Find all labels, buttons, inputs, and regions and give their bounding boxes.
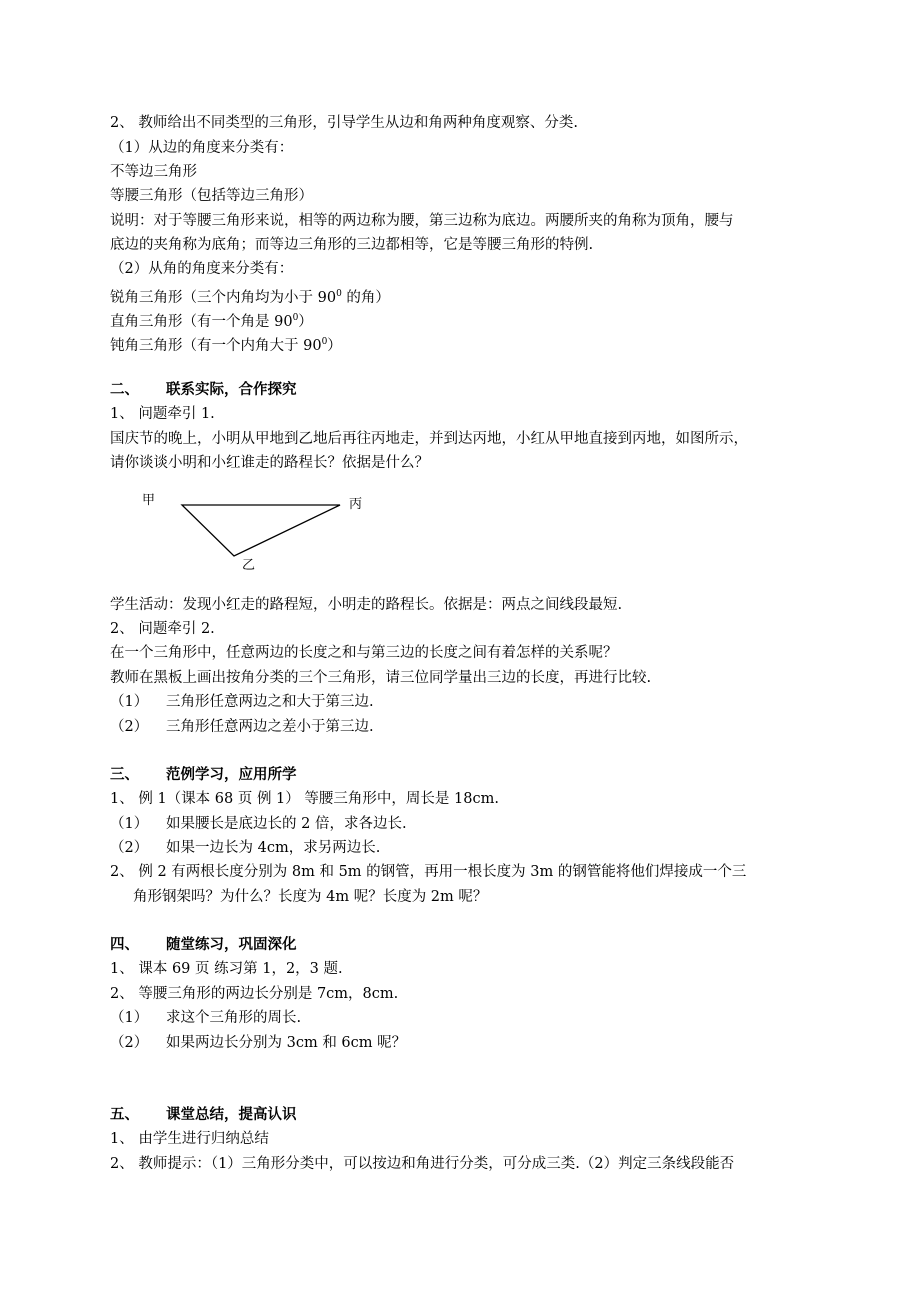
example-1-line: 1、 例 1（课本 68 页 例 1） 等腰三角形中，周长是 18cm. [110, 791, 499, 807]
example-1-part-a [110, 815, 407, 833]
conclusion-1-number: （1） [110, 694, 149, 710]
question-1-line-2: 请你谈谈小明和小红谁走的路程长？依据是什么？ [110, 455, 429, 471]
section-5-number: 五、 [110, 1107, 139, 1123]
section-3-number: 三、 [110, 767, 139, 783]
section-4-number: 四、 [110, 937, 139, 953]
teacher-classify-line: 2、 教师给出不同类型的三角形，引导学生从边和角两种角度观察、分类. [110, 115, 578, 131]
triangle-shape [182, 505, 340, 556]
obtuse-text: 钝角三角形（有一个内角大于 90 [110, 338, 322, 354]
isosceles-line: 等腰三角形（包括等边三角形） [110, 188, 313, 204]
conclusion-1-text: 三角形任意两边之和大于第三边. [166, 694, 374, 710]
by-side-heading: （1）从边的角度来分类有： [110, 140, 294, 156]
summary-1-line: 1、 由学生进行归纳总结 [110, 1131, 269, 1147]
practice-2-line: 2、 等腰三角形的两边长分别是 7cm，8cm. [110, 986, 399, 1002]
point-b-label: 乙 [242, 558, 256, 573]
point-a-label: 甲 [142, 493, 156, 508]
section-2-heading [110, 381, 297, 399]
example-2-line-2: 角形钢架吗？为什么？长度为 4m 呢？长度为 2m 呢？ [133, 889, 488, 905]
conclusion-1 [110, 693, 374, 711]
note-line-2: 底边的夹角称为底角；而等边三角形的三边都相等，它是等腰三角形的特例. [110, 237, 594, 253]
practice-2-part-b-number: （2） [110, 1035, 149, 1051]
example-1-part-b-text: 如果一边长为 4cm，求另两边长. [166, 840, 381, 856]
practice-2-part-b-text: 如果两边长分别为 3cm 和 6cm 呢？ [166, 1035, 407, 1051]
triangle-figure [130, 486, 390, 578]
practice-2-part-a [110, 1009, 301, 1027]
question-1-line-1: 国庆节的晚上，小明从甲地到乙地后再往丙地走，并到达丙地，小红从甲地直接到丙地，如图所示， [110, 431, 748, 447]
section-4-heading [110, 936, 297, 954]
example-1-part-b [110, 839, 380, 857]
practice-1-line: 1、 课本 69 页 练习第 1，2，3 题. [110, 961, 343, 977]
note-line-1: 说明：对于等腰三角形来说，相等的两边称为腰，第三边称为底边。两腰所夹的角称为顶角，腰与 [110, 213, 734, 229]
section-3-heading [110, 766, 297, 784]
acute-text: 锐角三角形（三个内角均为小于 90 [110, 290, 337, 306]
practice-2-part-b [110, 1034, 406, 1052]
acute-line [110, 285, 390, 307]
student-activity-line: 学生活动：发现小红走的路程短，小明走的路程长。依据是：两点之间线段最短. [110, 597, 623, 613]
example-1-part-a-text: 如果腰长是底边长的 2 倍，求各边长. [166, 816, 407, 832]
section-5-heading [110, 1106, 297, 1124]
question-2-heading: 2、 问题牵引 2. [110, 621, 215, 637]
practice-2-part-a-text: 求这个三角形的周长. [166, 1010, 302, 1026]
acute-tail: 的角） [341, 290, 390, 306]
right-text: 直角三角形（有一个角是 90 [110, 314, 293, 330]
by-angle-heading: （2）从角的角度来分类有： [110, 261, 294, 277]
conclusion-2-number: （2） [110, 719, 149, 735]
example-2-line-1: 2、 例 2 有两根长度分别为 8m 和 5m 的钢管，再用一根长度为 3m 的钢管能将他们焊接成一个三 [110, 864, 747, 880]
right-tail: ） [298, 314, 313, 330]
conclusion-2-text: 三角形任意两边之差小于第三边. [166, 719, 374, 735]
obtuse-sup: 0 [321, 337, 328, 347]
teacher-measure-line: 教师在黑板上画出按角分类的三个三角形，请三位同学量出三边的长度，再进行比较. [110, 670, 652, 686]
example-1-part-a-number: （1） [110, 816, 149, 832]
example-1-part-b-number: （2） [110, 840, 149, 856]
obtuse-line [110, 333, 342, 355]
section-2-number: 二、 [110, 382, 139, 398]
scalene-line: 不等边三角形 [110, 164, 197, 180]
acute-sup: 0 [336, 289, 342, 299]
section-4-title: 随堂练习，巩固深化 [166, 937, 297, 953]
point-c-label: 丙 [349, 497, 363, 512]
conclusion-2 [110, 718, 374, 736]
right-line [110, 309, 313, 331]
right-sup: 0 [292, 313, 299, 323]
summary-2-line: 2、 教师提示：（1）三角形分类中，可以按边和角进行分类，可分成三类.（2）判定三条线段能否 [110, 1156, 735, 1172]
obtuse-tail: ） [327, 338, 342, 354]
section-3-title: 范例学习，应用所学 [166, 767, 297, 783]
section-5-title: 课堂总结，提高认识 [166, 1107, 297, 1123]
question-2-line: 在一个三角形中，任意两边的长度之和与第三边的长度之间有着怎样的关系呢？ [110, 645, 618, 661]
section-2-title: 联系实际，合作探究 [166, 382, 297, 398]
practice-2-part-a-number: （1） [110, 1010, 149, 1026]
question-1-heading: 1、 问题牵引 1. [110, 406, 215, 422]
